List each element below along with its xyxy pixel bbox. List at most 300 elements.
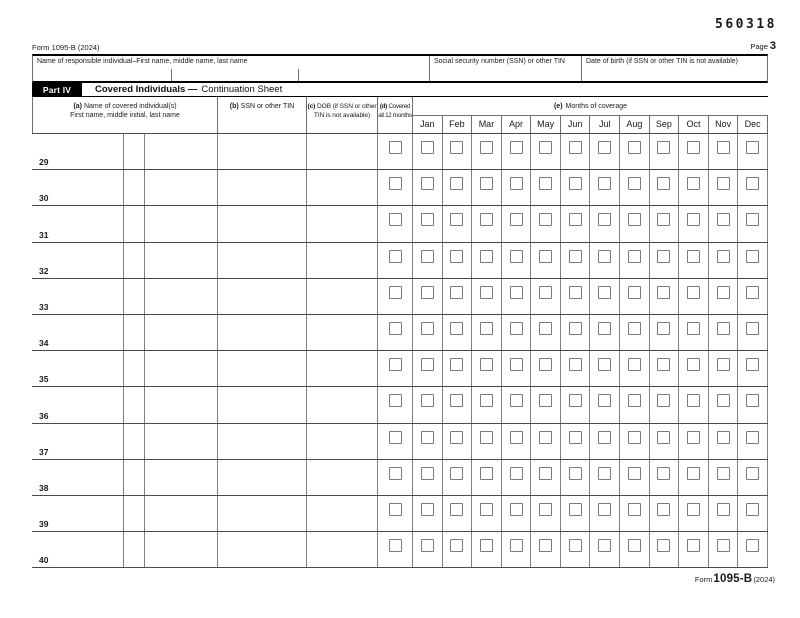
month-apr-checkbox[interactable] xyxy=(510,394,523,407)
covered-all-12-cell xyxy=(378,243,413,278)
month-oct-checkbox[interactable] xyxy=(687,431,700,444)
month-jul-cell xyxy=(590,315,620,350)
middle-initial-cell[interactable] xyxy=(124,387,145,422)
last-name-cell[interactable] xyxy=(145,496,218,531)
month-oct-cell xyxy=(679,170,709,205)
month-jan-cell xyxy=(413,134,443,169)
month-mar-checkbox[interactable] xyxy=(480,358,493,371)
month-jul-checkbox[interactable] xyxy=(598,141,611,154)
dob-cell[interactable] xyxy=(307,206,378,241)
month-jun-checkbox[interactable] xyxy=(569,431,582,444)
month-apr-cell xyxy=(502,460,532,495)
month-apr-checkbox[interactable] xyxy=(510,322,523,335)
month-may-checkbox[interactable] xyxy=(539,213,552,226)
month-apr-checkbox[interactable] xyxy=(510,250,523,263)
month-header-mar: Mar xyxy=(472,116,502,133)
responsible-dob-field[interactable] xyxy=(582,67,767,81)
part-iv-bar xyxy=(32,83,768,96)
month-feb-checkbox[interactable] xyxy=(450,250,463,263)
ssn-cell[interactable] xyxy=(218,134,307,169)
month-mar-cell xyxy=(472,532,502,567)
month-feb-checkbox[interactable] xyxy=(450,394,463,407)
middle-initial-cell[interactable] xyxy=(124,134,145,169)
month-jun-checkbox[interactable] xyxy=(569,358,582,371)
month-feb-checkbox[interactable] xyxy=(450,213,463,226)
covered-individual-row xyxy=(32,387,768,423)
month-oct-checkbox[interactable] xyxy=(687,141,700,154)
month-oct-checkbox[interactable] xyxy=(687,177,700,190)
month-apr-checkbox[interactable] xyxy=(510,213,523,226)
month-feb-checkbox[interactable] xyxy=(450,141,463,154)
middle-initial-cell[interactable] xyxy=(124,243,145,278)
month-may-checkbox[interactable] xyxy=(539,286,552,299)
month-nov-cell xyxy=(709,170,739,205)
month-nov-checkbox[interactable] xyxy=(717,250,730,263)
first-name-cell[interactable] xyxy=(32,279,124,314)
month-mar-cell xyxy=(472,279,502,314)
first-name-cell[interactable] xyxy=(32,134,124,169)
name-field-divider-1 xyxy=(171,69,172,81)
month-aug-checkbox[interactable] xyxy=(628,358,641,371)
covered-all-12-checkbox[interactable] xyxy=(389,213,402,226)
month-jul-checkbox[interactable] xyxy=(598,431,611,444)
ssn-cell[interactable] xyxy=(218,279,307,314)
row-number: 33 xyxy=(39,301,49,312)
ssn-cell[interactable] xyxy=(218,351,307,386)
month-jan-cell xyxy=(413,206,443,241)
month-aug-cell xyxy=(620,460,650,495)
covered-all-12-checkbox[interactable] xyxy=(389,467,402,480)
month-sep-cell xyxy=(650,134,680,169)
month-jun-checkbox[interactable] xyxy=(569,539,582,552)
last-name-cell[interactable] xyxy=(145,279,218,314)
month-nov-checkbox[interactable] xyxy=(717,286,730,299)
month-jun-checkbox[interactable] xyxy=(569,286,582,299)
month-jan-cell xyxy=(413,387,443,422)
middle-initial-cell[interactable] xyxy=(124,279,145,314)
month-mar-checkbox[interactable] xyxy=(480,250,493,263)
month-apr-cell xyxy=(502,279,532,314)
month-nov-checkbox[interactable] xyxy=(717,322,730,335)
month-jul-checkbox[interactable] xyxy=(598,213,611,226)
month-oct-cell xyxy=(679,496,709,531)
month-mar-checkbox[interactable] xyxy=(480,286,493,299)
month-nov-checkbox[interactable] xyxy=(717,467,730,480)
middle-initial-cell[interactable] xyxy=(124,315,145,350)
month-dec-checkbox[interactable] xyxy=(746,322,759,335)
col-e-header xyxy=(413,97,768,133)
month-aug-cell xyxy=(620,206,650,241)
last-name-cell[interactable] xyxy=(145,243,218,278)
month-nov-checkbox[interactable] xyxy=(717,141,730,154)
dob-cell[interactable] xyxy=(307,134,378,169)
covered-all-12-checkbox[interactable] xyxy=(389,394,402,407)
last-name-cell[interactable] xyxy=(145,170,218,205)
month-jun-checkbox[interactable] xyxy=(569,213,582,226)
month-jan-cell xyxy=(413,532,443,567)
covered-all-12-checkbox[interactable] xyxy=(389,141,402,154)
month-jan-checkbox[interactable] xyxy=(421,358,434,371)
month-mar-checkbox[interactable] xyxy=(480,213,493,226)
covered-individual-row xyxy=(32,134,768,170)
middle-initial-cell[interactable] xyxy=(124,460,145,495)
dob-cell[interactable] xyxy=(307,315,378,350)
month-mar-checkbox[interactable] xyxy=(480,539,493,552)
month-apr-cell xyxy=(502,351,532,386)
covered-all-12-checkbox[interactable] xyxy=(389,286,402,299)
month-dec-checkbox[interactable] xyxy=(746,213,759,226)
month-may-checkbox[interactable] xyxy=(539,467,552,480)
first-name-cell[interactable] xyxy=(32,351,124,386)
middle-initial-cell[interactable] xyxy=(124,496,145,531)
middle-initial-cell[interactable] xyxy=(124,424,145,459)
dob-cell[interactable] xyxy=(307,424,378,459)
month-apr-checkbox[interactable] xyxy=(510,141,523,154)
month-mar-checkbox[interactable] xyxy=(480,467,493,480)
form-footer xyxy=(32,573,775,585)
month-may-checkbox[interactable] xyxy=(539,141,552,154)
first-name-cell[interactable] xyxy=(32,170,124,205)
responsible-name-label: Name of responsible individual–First name, middle name, last name xyxy=(37,58,248,65)
month-jan-checkbox[interactable] xyxy=(421,431,434,444)
month-dec-checkbox[interactable] xyxy=(746,467,759,480)
month-feb-checkbox[interactable] xyxy=(450,467,463,480)
month-aug-checkbox[interactable] xyxy=(628,141,641,154)
month-jul-checkbox[interactable] xyxy=(598,358,611,371)
month-jan-checkbox[interactable] xyxy=(421,141,434,154)
month-jan-checkbox[interactable] xyxy=(421,539,434,552)
month-sep-cell xyxy=(650,279,680,314)
month-sep-cell xyxy=(650,243,680,278)
month-feb-cell xyxy=(443,279,473,314)
month-may-checkbox[interactable] xyxy=(539,250,552,263)
month-feb-checkbox[interactable] xyxy=(450,286,463,299)
covered-all-12-checkbox[interactable] xyxy=(389,250,402,263)
month-dec-cell xyxy=(738,351,768,386)
month-aug-checkbox[interactable] xyxy=(628,539,641,552)
month-nov-cell xyxy=(709,134,739,169)
month-nov-checkbox[interactable] xyxy=(717,394,730,407)
ssn-cell[interactable] xyxy=(218,315,307,350)
month-dec-checkbox[interactable] xyxy=(746,358,759,371)
month-oct-checkbox[interactable] xyxy=(687,286,700,299)
month-aug-checkbox[interactable] xyxy=(628,322,641,335)
col-b-label: SSN or other TIN xyxy=(240,103,295,110)
month-may-cell xyxy=(531,134,561,169)
month-jan-checkbox[interactable] xyxy=(421,467,434,480)
covered-all-12-checkbox[interactable] xyxy=(389,322,402,335)
serial-row xyxy=(32,0,777,32)
month-aug-checkbox[interactable] xyxy=(628,213,641,226)
month-oct-checkbox[interactable] xyxy=(687,394,700,407)
month-mar-cell xyxy=(472,351,502,386)
month-feb-cell xyxy=(443,387,473,422)
responsible-name-field[interactable] xyxy=(33,67,429,81)
month-header-nov: Nov xyxy=(709,116,739,133)
month-sep-checkbox[interactable] xyxy=(657,141,670,154)
last-name-cell[interactable] xyxy=(145,424,218,459)
responsible-ssn-field[interactable] xyxy=(430,67,581,81)
covered-all-12-checkbox[interactable] xyxy=(389,503,402,516)
first-name-cell[interactable] xyxy=(32,424,124,459)
last-name-cell[interactable] xyxy=(145,206,218,241)
middle-initial-cell[interactable] xyxy=(124,532,145,567)
first-name-cell[interactable] xyxy=(32,315,124,350)
month-feb-checkbox[interactable] xyxy=(450,358,463,371)
month-sep-checkbox[interactable] xyxy=(657,431,670,444)
page-number: 3 xyxy=(769,40,776,52)
middle-initial-cell[interactable] xyxy=(124,170,145,205)
month-apr-checkbox[interactable] xyxy=(510,467,523,480)
month-jan-cell xyxy=(413,243,443,278)
responsible-individual-row xyxy=(32,54,768,83)
month-may-cell xyxy=(531,243,561,278)
month-jan-checkbox[interactable] xyxy=(421,213,434,226)
ssn-cell[interactable] xyxy=(218,170,307,205)
month-dec-checkbox[interactable] xyxy=(746,539,759,552)
dob-cell[interactable] xyxy=(307,170,378,205)
month-sep-checkbox[interactable] xyxy=(657,177,670,190)
month-jul-checkbox[interactable] xyxy=(598,286,611,299)
row-number: 32 xyxy=(39,265,49,276)
covered-all-12-cell xyxy=(378,170,413,205)
month-dec-checkbox[interactable] xyxy=(746,394,759,407)
month-apr-checkbox[interactable] xyxy=(510,503,523,516)
month-jul-cell xyxy=(590,243,620,278)
month-oct-checkbox[interactable] xyxy=(687,322,700,335)
month-aug-cell xyxy=(620,315,650,350)
month-oct-cell xyxy=(679,315,709,350)
col-c-label: DOB (if SSN or other xyxy=(316,103,377,110)
month-mar-cell xyxy=(472,387,502,422)
month-feb-cell xyxy=(443,315,473,350)
month-jul-checkbox[interactable] xyxy=(598,250,611,263)
month-jun-checkbox[interactable] xyxy=(569,141,582,154)
month-sep-checkbox[interactable] xyxy=(657,358,670,371)
month-oct-checkbox[interactable] xyxy=(687,358,700,371)
last-name-cell[interactable] xyxy=(145,387,218,422)
month-oct-checkbox[interactable] xyxy=(687,503,700,516)
month-mar-checkbox[interactable] xyxy=(480,322,493,335)
month-apr-checkbox[interactable] xyxy=(510,358,523,371)
month-may-checkbox[interactable] xyxy=(539,177,552,190)
month-apr-checkbox[interactable] xyxy=(510,431,523,444)
first-name-cell[interactable] xyxy=(32,532,124,567)
month-sep-checkbox[interactable] xyxy=(657,322,670,335)
month-jun-checkbox[interactable] xyxy=(569,503,582,516)
ssn-cell[interactable] xyxy=(218,460,307,495)
month-mar-cell xyxy=(472,424,502,459)
ssn-cell[interactable] xyxy=(218,424,307,459)
month-nov-checkbox[interactable] xyxy=(717,213,730,226)
row-number: 30 xyxy=(39,193,49,204)
covered-all-12-cell xyxy=(378,279,413,314)
month-may-cell xyxy=(531,532,561,567)
ssn-cell[interactable] xyxy=(218,496,307,531)
month-sep-cell xyxy=(650,351,680,386)
covered-individual-row xyxy=(32,351,768,387)
month-oct-checkbox[interactable] xyxy=(687,213,700,226)
ssn-cell[interactable] xyxy=(218,243,307,278)
month-dec-checkbox[interactable] xyxy=(746,503,759,516)
covered-all-12-checkbox[interactable] xyxy=(389,539,402,552)
month-dec-checkbox[interactable] xyxy=(746,141,759,154)
month-mar-checkbox[interactable] xyxy=(480,177,493,190)
covered-all-12-cell xyxy=(378,496,413,531)
month-mar-checkbox[interactable] xyxy=(480,394,493,407)
form-id-top: Form 1095-B (2024) xyxy=(32,43,100,52)
dob-cell[interactable] xyxy=(307,387,378,422)
dob-cell[interactable] xyxy=(307,279,378,314)
month-jan-checkbox[interactable] xyxy=(421,503,434,516)
month-dec-checkbox[interactable] xyxy=(746,286,759,299)
month-sep-checkbox[interactable] xyxy=(657,467,670,480)
part-iv-title-rest: Continuation Sheet xyxy=(201,84,283,95)
month-apr-cell xyxy=(502,134,532,169)
row-number: 35 xyxy=(39,374,49,385)
month-aug-cell xyxy=(620,351,650,386)
month-apr-checkbox[interactable] xyxy=(510,539,523,552)
month-feb-checkbox[interactable] xyxy=(450,322,463,335)
month-aug-checkbox[interactable] xyxy=(628,177,641,190)
month-dec-checkbox[interactable] xyxy=(746,431,759,444)
month-oct-checkbox[interactable] xyxy=(687,539,700,552)
first-name-cell[interactable] xyxy=(32,243,124,278)
month-sep-checkbox[interactable] xyxy=(657,286,670,299)
covered-all-12-checkbox[interactable] xyxy=(389,358,402,371)
first-name-cell[interactable] xyxy=(32,460,124,495)
month-feb-cell xyxy=(443,532,473,567)
covered-individual-row xyxy=(32,424,768,460)
month-aug-checkbox[interactable] xyxy=(628,467,641,480)
col-d-label: Covered xyxy=(388,103,411,110)
month-nov-checkbox[interactable] xyxy=(717,358,730,371)
month-may-checkbox[interactable] xyxy=(539,358,552,371)
month-jun-checkbox[interactable] xyxy=(569,394,582,407)
month-dec-cell xyxy=(738,170,768,205)
month-jan-checkbox[interactable] xyxy=(421,286,434,299)
month-feb-checkbox[interactable] xyxy=(450,539,463,552)
month-jan-checkbox[interactable] xyxy=(421,394,434,407)
month-jun-checkbox[interactable] xyxy=(569,322,582,335)
covered-individual-row xyxy=(32,496,768,532)
month-header-feb: Feb xyxy=(443,116,473,133)
month-jan-checkbox[interactable] xyxy=(421,250,434,263)
month-jul-checkbox[interactable] xyxy=(598,503,611,516)
month-aug-checkbox[interactable] xyxy=(628,286,641,299)
last-name-cell[interactable] xyxy=(145,460,218,495)
month-jun-checkbox[interactable] xyxy=(569,250,582,263)
month-may-checkbox[interactable] xyxy=(539,503,552,516)
dob-cell[interactable] xyxy=(307,460,378,495)
month-jun-checkbox[interactable] xyxy=(569,467,582,480)
month-may-checkbox[interactable] xyxy=(539,322,552,335)
month-nov-checkbox[interactable] xyxy=(717,177,730,190)
dob-cell[interactable] xyxy=(307,243,378,278)
month-feb-checkbox[interactable] xyxy=(450,503,463,516)
last-name-cell[interactable] xyxy=(145,351,218,386)
month-aug-checkbox[interactable] xyxy=(628,431,641,444)
month-sep-checkbox[interactable] xyxy=(657,394,670,407)
first-name-cell[interactable] xyxy=(32,496,124,531)
month-oct-checkbox[interactable] xyxy=(687,250,700,263)
month-sep-checkbox[interactable] xyxy=(657,539,670,552)
month-sep-checkbox[interactable] xyxy=(657,503,670,516)
responsible-dob-label: Date of birth (if SSN or other TIN is not available) xyxy=(586,58,738,65)
ssn-cell[interactable] xyxy=(218,206,307,241)
covered-all-12-checkbox[interactable] xyxy=(389,431,402,444)
month-jul-checkbox[interactable] xyxy=(598,539,611,552)
ssn-cell[interactable] xyxy=(218,387,307,422)
dob-cell[interactable] xyxy=(307,351,378,386)
month-dec-checkbox[interactable] xyxy=(746,177,759,190)
month-jul-checkbox[interactable] xyxy=(598,467,611,480)
month-oct-checkbox[interactable] xyxy=(687,467,700,480)
first-name-cell[interactable] xyxy=(32,387,124,422)
month-apr-checkbox[interactable] xyxy=(510,177,523,190)
month-may-checkbox[interactable] xyxy=(539,394,552,407)
last-name-cell[interactable] xyxy=(145,315,218,350)
month-mar-checkbox[interactable] xyxy=(480,141,493,154)
last-name-cell[interactable] xyxy=(145,532,218,567)
month-dec-checkbox[interactable] xyxy=(746,250,759,263)
month-nov-checkbox[interactable] xyxy=(717,539,730,552)
row-number: 34 xyxy=(39,338,49,349)
month-sep-checkbox[interactable] xyxy=(657,250,670,263)
dob-cell[interactable] xyxy=(307,496,378,531)
month-jan-cell xyxy=(413,351,443,386)
month-jan-checkbox[interactable] xyxy=(421,177,434,190)
month-aug-checkbox[interactable] xyxy=(628,503,641,516)
page-indicator xyxy=(750,40,776,52)
month-jun-cell xyxy=(561,243,591,278)
month-nov-checkbox[interactable] xyxy=(717,431,730,444)
month-mar-checkbox[interactable] xyxy=(480,503,493,516)
month-feb-checkbox[interactable] xyxy=(450,431,463,444)
month-nov-checkbox[interactable] xyxy=(717,503,730,516)
month-aug-checkbox[interactable] xyxy=(628,394,641,407)
covered-individual-row xyxy=(32,243,768,279)
month-oct-cell xyxy=(679,351,709,386)
month-jan-checkbox[interactable] xyxy=(421,322,434,335)
middle-initial-cell[interactable] xyxy=(124,206,145,241)
last-name-cell[interactable] xyxy=(145,134,218,169)
month-jul-checkbox[interactable] xyxy=(598,177,611,190)
month-oct-cell xyxy=(679,243,709,278)
month-feb-cell xyxy=(443,134,473,169)
middle-initial-cell[interactable] xyxy=(124,351,145,386)
month-sep-checkbox[interactable] xyxy=(657,213,670,226)
col-b-header xyxy=(218,97,307,133)
ssn-cell[interactable] xyxy=(218,532,307,567)
month-jul-checkbox[interactable] xyxy=(598,322,611,335)
month-mar-checkbox[interactable] xyxy=(480,431,493,444)
dob-cell[interactable] xyxy=(307,532,378,567)
month-sep-cell xyxy=(650,532,680,567)
covered-all-12-cell xyxy=(378,460,413,495)
month-header-jul: Jul xyxy=(590,116,620,133)
month-may-checkbox[interactable] xyxy=(539,539,552,552)
first-name-cell[interactable] xyxy=(32,206,124,241)
month-jun-checkbox[interactable] xyxy=(569,177,582,190)
month-apr-checkbox[interactable] xyxy=(510,286,523,299)
month-jul-checkbox[interactable] xyxy=(598,394,611,407)
month-oct-cell xyxy=(679,532,709,567)
month-may-checkbox[interactable] xyxy=(539,431,552,444)
month-aug-checkbox[interactable] xyxy=(628,250,641,263)
month-feb-checkbox[interactable] xyxy=(450,177,463,190)
covered-all-12-checkbox[interactable] xyxy=(389,177,402,190)
